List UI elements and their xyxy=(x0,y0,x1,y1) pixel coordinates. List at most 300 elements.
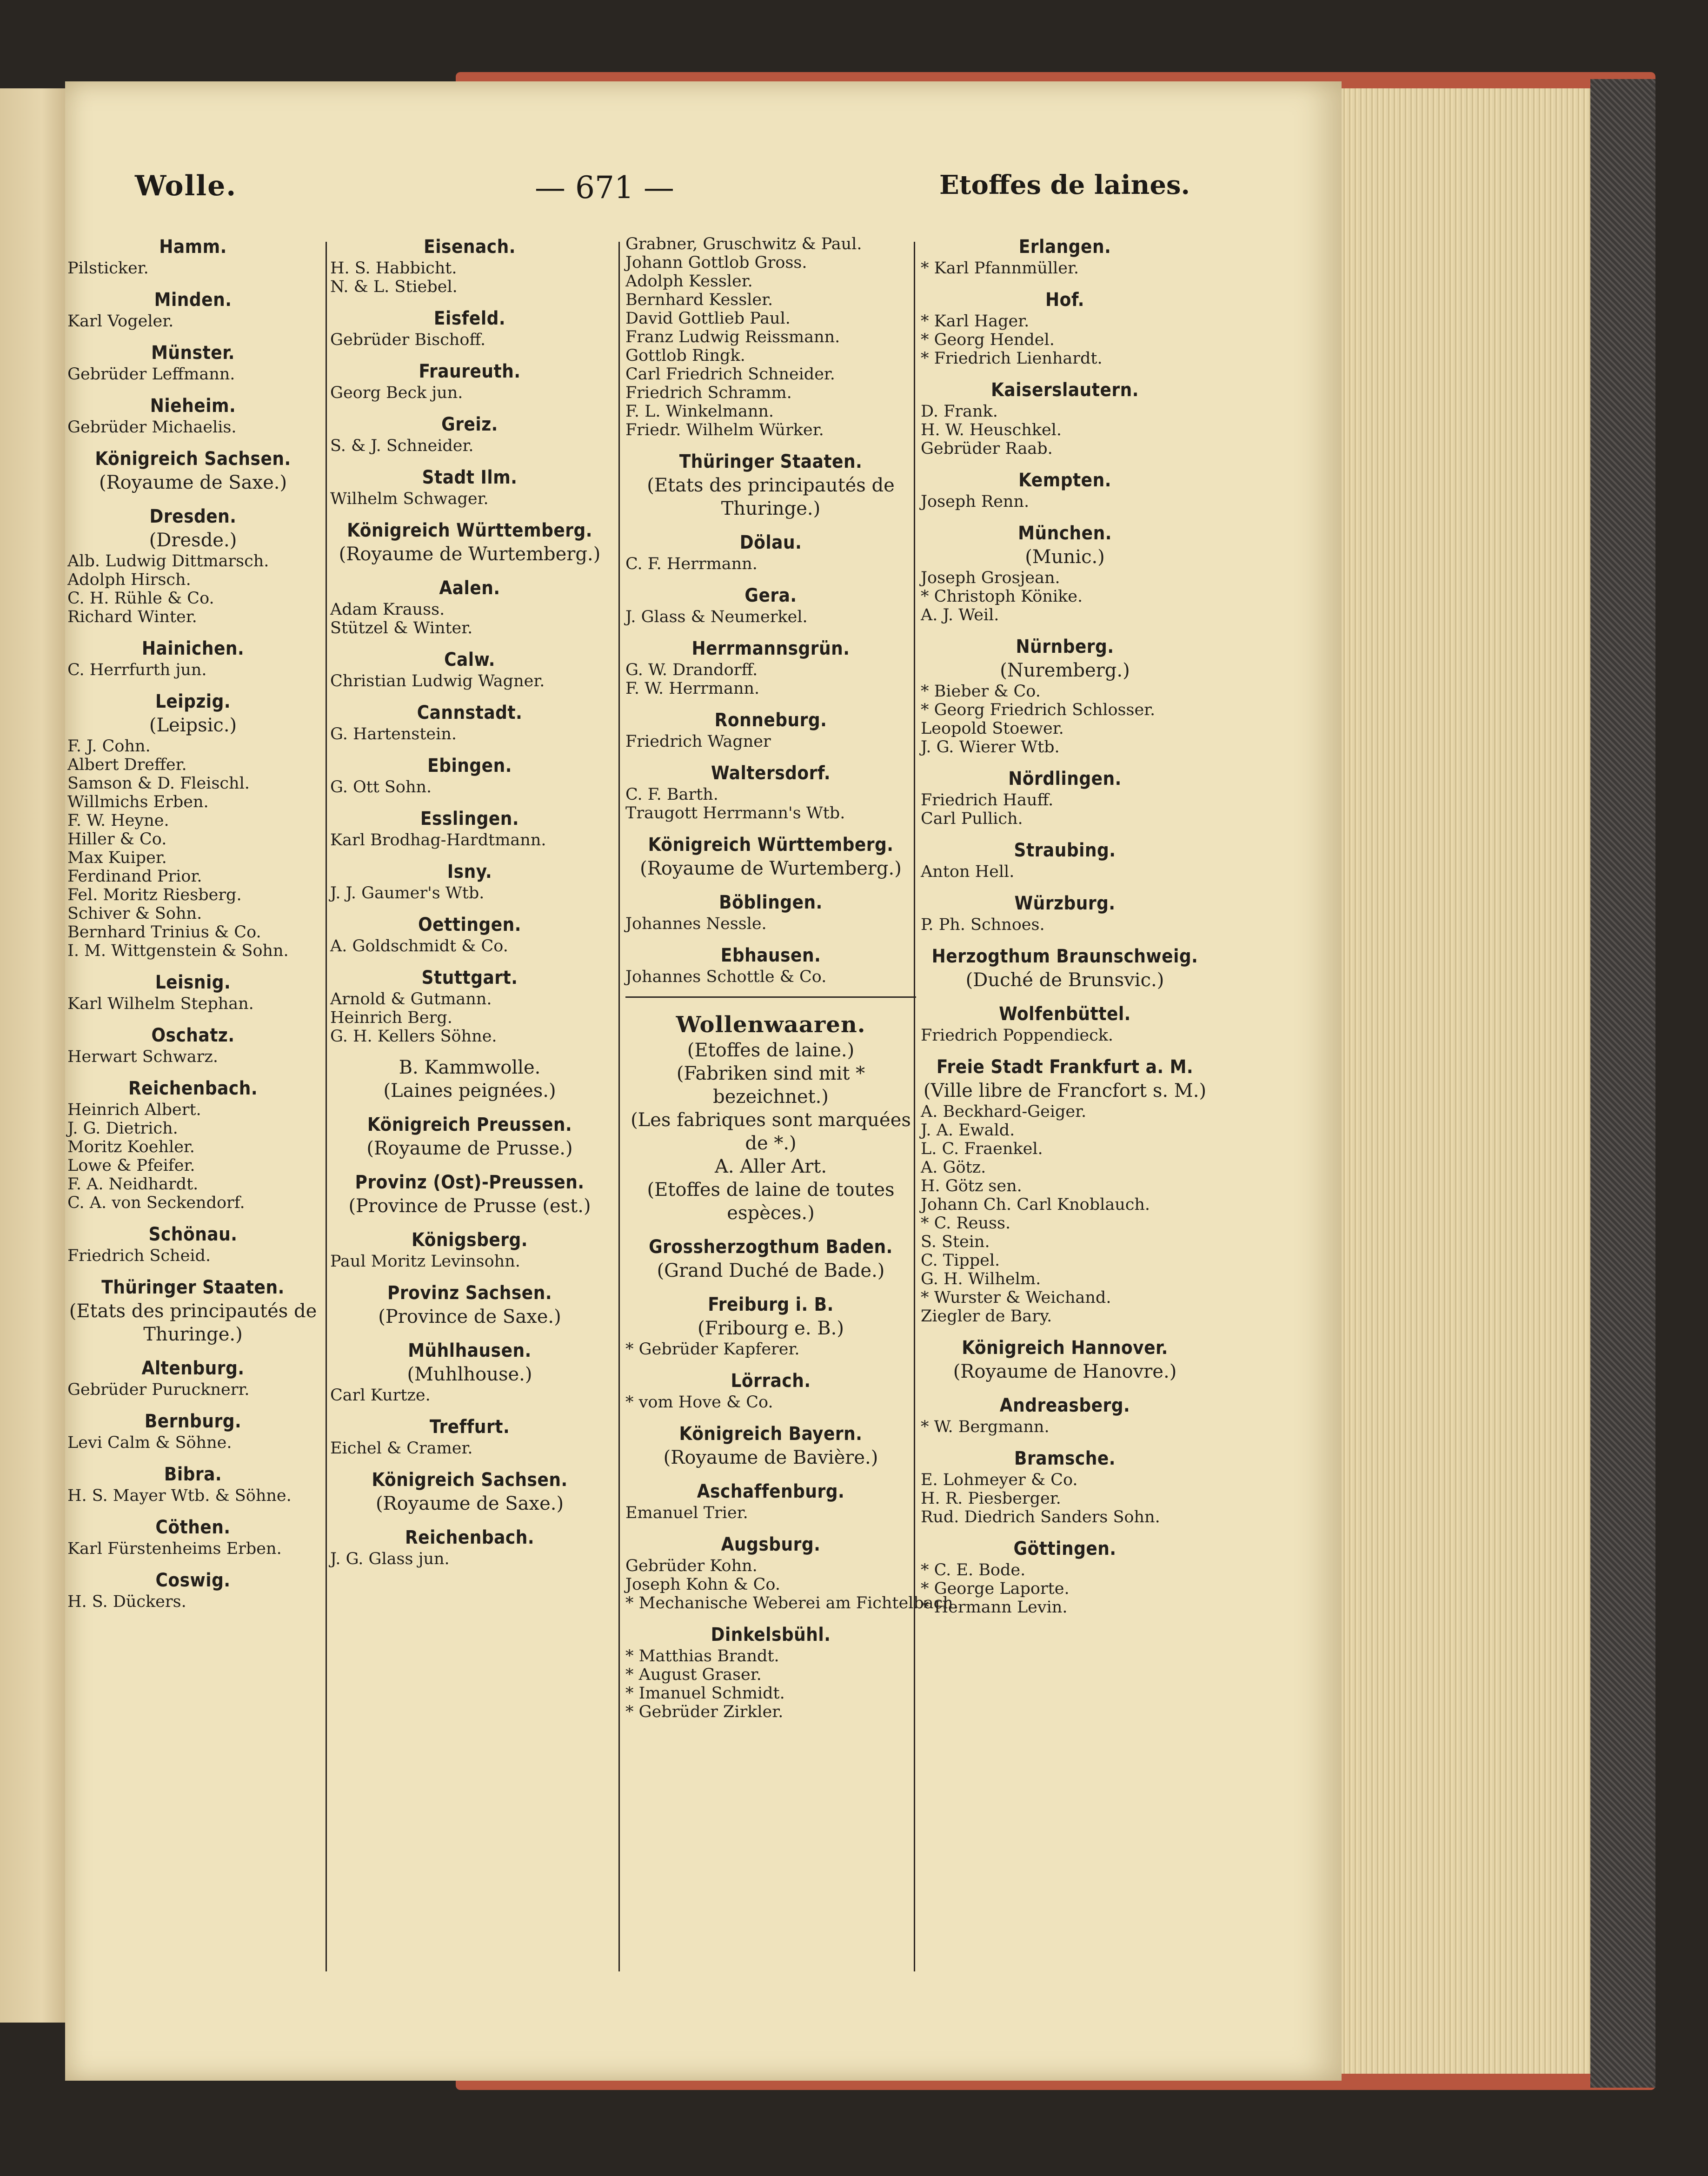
city-block xyxy=(921,288,1209,368)
subheading: (Province de Saxe.) xyxy=(378,1306,561,1327)
firm-entry: Gebrüder Michaelis. xyxy=(67,418,237,437)
firm-entry: A. Goldschmidt & Co. xyxy=(330,937,508,955)
city-heading: Würzburg. xyxy=(1014,893,1116,914)
firm-entry: Rud. Diedrich Sanders Sohn. xyxy=(921,1508,1160,1526)
firm-entry: I. M. Wittgenstein & Sohn. xyxy=(67,942,289,960)
city-heading: Münster. xyxy=(151,342,235,364)
firm-entry: * Karl Hager. xyxy=(921,312,1030,331)
firm-entry: Traugott Herrmann's Wtb. xyxy=(625,804,845,823)
firm-entry: Johannes Schottle & Co. xyxy=(625,968,827,986)
city-block xyxy=(330,648,609,690)
firm-entry: * Georg Hendel. xyxy=(921,331,1055,349)
city-block xyxy=(625,1293,916,1359)
city-heading: Königsberg. xyxy=(412,1229,528,1251)
firm-entry: Friedrich Scheid. xyxy=(67,1247,211,1265)
firm-entry: Heinrich Berg. xyxy=(330,1008,452,1027)
firm-entry: D. Frank. xyxy=(921,402,998,421)
city-heading: Cöthen. xyxy=(155,1517,231,1538)
firm-entry: C. Herrfurth jun. xyxy=(67,661,207,679)
city-heading: Hainichen. xyxy=(141,638,245,659)
city-heading: Provinz (Ost)-Preussen. xyxy=(355,1172,585,1193)
firm-entry: L. C. Fraenkel. xyxy=(921,1140,1043,1158)
column-rule xyxy=(326,242,327,1971)
book-spine-edge xyxy=(1590,79,1655,2088)
firm-entry: Hiller & Co. xyxy=(67,830,167,849)
city-block xyxy=(921,1336,1209,1383)
city-heading: Königreich Sachsen. xyxy=(95,448,291,470)
firm-entry: Friedrich Poppendieck. xyxy=(921,1026,1114,1045)
city-heading: Königreich Preussen. xyxy=(367,1114,572,1135)
city-block xyxy=(330,913,609,955)
firm-entry: Anton Hell. xyxy=(921,862,1015,881)
city-block xyxy=(625,1532,958,1612)
column-4 xyxy=(921,235,1209,1983)
city-heading: Greiz. xyxy=(441,414,498,435)
firm-entry: * W. Bergmann. xyxy=(921,1418,1050,1436)
subheading: (Nuremberg.) xyxy=(1000,660,1130,681)
firm-entry: Johannes Nessle. xyxy=(625,915,767,933)
city-block xyxy=(67,288,319,331)
firm-entry: J. J. Gaumer's Wtb. xyxy=(330,884,485,902)
city-heading: Dölau. xyxy=(739,532,802,553)
city-block xyxy=(921,468,1209,511)
subheading: (Muhlhouse.) xyxy=(407,1364,532,1385)
city-block xyxy=(330,1415,609,1458)
city-heading: Eisenach. xyxy=(424,236,516,258)
firm-entry: * C. Reuss. xyxy=(921,1214,1011,1233)
city-block xyxy=(921,1446,1209,1526)
city-heading: Waltersdorf. xyxy=(711,763,831,784)
city-block xyxy=(67,341,319,384)
city-block xyxy=(921,521,1209,624)
city-heading: Altenburg. xyxy=(141,1358,245,1379)
city-heading: Nieheim. xyxy=(150,395,236,417)
city-block xyxy=(330,518,609,566)
city-block xyxy=(625,1422,916,1469)
firm-entry: Gebrüder Bischoff. xyxy=(330,331,486,349)
city-block xyxy=(67,637,319,679)
city-heading: Königreich Württemberg. xyxy=(648,834,894,856)
firm-entry: * Bieber & Co. xyxy=(921,682,1041,701)
city-heading: Nürnberg. xyxy=(1016,636,1114,657)
city-block xyxy=(330,1170,609,1218)
city-heading: Fraureuth. xyxy=(419,361,521,382)
city-heading: Kaiserslautern. xyxy=(991,379,1139,401)
city-heading: Bramsche. xyxy=(1014,1448,1116,1469)
city-block xyxy=(921,1055,1209,1326)
section-rule xyxy=(625,996,916,998)
subheading: (Royaume de Bavière.) xyxy=(663,1447,878,1468)
city-heading: Königreich Sachsen. xyxy=(372,1469,568,1491)
firm-entry: Willmichs Erben. xyxy=(67,793,209,811)
city-block xyxy=(330,465,609,508)
city-heading: Wolfenbüttel. xyxy=(999,1003,1131,1025)
city-block xyxy=(67,235,319,278)
city-heading: Dresden. xyxy=(149,506,237,527)
firm-entry: Samson & D. Fleischl. xyxy=(67,774,250,793)
firm-entry: J. A. Ewald. xyxy=(921,1121,1015,1140)
firm-entry: * Christoph Könike. xyxy=(921,587,1083,606)
firm-entry: F. W. Herrmann. xyxy=(625,679,760,698)
city-heading: Aalen. xyxy=(439,577,500,599)
firm-entry: Johann Gottlob Gross. xyxy=(625,253,807,272)
firm-entry: Georg Beck jun. xyxy=(330,384,463,402)
section-title: Wollenwaaren. xyxy=(676,1012,866,1038)
firm-entry: C. Tippel. xyxy=(921,1251,1000,1270)
city-heading: Königreich Württemberg. xyxy=(347,520,592,541)
firm-entry: H. S. Habbicht. xyxy=(330,259,457,278)
firm-entry: * Matthias Brandt. xyxy=(625,1647,779,1665)
city-heading: Königreich Bayern. xyxy=(679,1423,863,1445)
city-block xyxy=(330,860,609,902)
firm-entry: A. Götz. xyxy=(921,1158,986,1177)
city-block xyxy=(625,708,916,751)
firm-entry: Max Kuiper. xyxy=(67,849,167,867)
subheading: (Leipsic.) xyxy=(149,715,237,736)
city-heading: Augsburg. xyxy=(721,1534,821,1555)
firm-entry: H. S. Dückers. xyxy=(67,1592,186,1611)
firm-entry: * Wurster & Weichand. xyxy=(921,1288,1111,1307)
city-block xyxy=(67,504,319,626)
firm-entry: Joseph Grosjean. xyxy=(921,569,1060,587)
firm-entry: * August Graser. xyxy=(625,1665,762,1684)
subheading: (Les fabriques sont marquées de *.) xyxy=(631,1109,911,1154)
city-block xyxy=(67,1409,319,1452)
firm-entry: Friedrich Schramm. xyxy=(625,384,792,402)
firm-entry: Gebrüder Leffmann. xyxy=(67,365,235,384)
firm-entry: * Mechanische Weberei am Fichtelbach. xyxy=(625,1594,958,1612)
firm-entry: J. Glass & Neumerkel. xyxy=(625,608,808,626)
subheading: (Etoffes de laine.) xyxy=(687,1040,855,1061)
city-heading: Gera. xyxy=(744,585,797,606)
city-block xyxy=(330,412,609,455)
firm-entry: Adolph Kessler. xyxy=(625,272,753,291)
city-heading: Schönau. xyxy=(148,1224,238,1245)
firm-entry: Karl Fürstenheims Erben. xyxy=(67,1539,282,1558)
firm-entry: Gottlob Ringk. xyxy=(625,346,745,365)
subheading: (Ville libre de Francfort s. M.) xyxy=(923,1080,1207,1101)
city-heading: Ebingen. xyxy=(427,755,512,776)
firm-entry: Franz Ludwig Reissmann. xyxy=(625,328,840,346)
city-heading: Stadt Ilm. xyxy=(422,467,518,488)
city-heading: Grossherzogthum Baden. xyxy=(649,1236,893,1258)
subheading: (Grand Duché de Bade.) xyxy=(657,1260,885,1281)
city-block xyxy=(330,807,609,849)
firm-entry: Bernhard Kessler. xyxy=(625,291,773,309)
city-block xyxy=(921,838,1209,881)
firm-entry: H. Götz sen. xyxy=(921,1177,1022,1195)
city-heading: Erlangen. xyxy=(1018,236,1111,258)
firm-entry: F. A. Neidhardt. xyxy=(67,1175,199,1194)
city-block xyxy=(625,996,916,1225)
city-heading: Ebhausen. xyxy=(720,945,821,966)
subheading: (Duché de Brunsvic.) xyxy=(965,969,1164,991)
firm-entry: Alb. Ludwig Dittmarsch. xyxy=(67,552,269,571)
firm-entry: * C. E. Bode. xyxy=(921,1561,1026,1579)
header-left: Wolle. xyxy=(135,170,237,202)
city-heading: Cannstadt. xyxy=(417,702,523,723)
city-block xyxy=(330,235,609,296)
firm-entry: Paul Moritz Levinsohn. xyxy=(330,1252,520,1271)
firm-entry: Johann Ch. Carl Knoblauch. xyxy=(921,1195,1150,1214)
city-block xyxy=(625,450,916,520)
firm-entry: * Imanuel Schmidt. xyxy=(625,1684,785,1703)
city-block xyxy=(625,235,916,439)
city-block xyxy=(330,576,609,637)
firm-entry: P. Ph. Schnoes. xyxy=(921,916,1045,934)
subheading: (Fabriken sind mit * bezeichnet.) xyxy=(676,1063,865,1108)
firm-entry: Fel. Moritz Riesberg. xyxy=(67,886,242,904)
city-heading: Nördlingen. xyxy=(1008,768,1122,789)
subheading: A. Aller Art. xyxy=(714,1156,827,1177)
city-heading: Esslingen. xyxy=(420,808,519,829)
city-block xyxy=(921,944,1209,992)
city-block xyxy=(625,833,916,880)
firm-entry: Levi Calm & Söhne. xyxy=(67,1433,232,1452)
firm-entry: G. W. Drandorff. xyxy=(625,661,758,679)
city-block xyxy=(921,378,1209,458)
firm-entry: G. H. Wilhelm. xyxy=(921,1270,1041,1288)
city-block xyxy=(330,1468,609,1515)
firm-entry: Carl Pullich. xyxy=(921,809,1023,828)
city-block xyxy=(67,394,319,437)
city-heading: Eisfeld. xyxy=(433,308,506,329)
city-heading: Treffurt. xyxy=(429,1416,510,1438)
firm-entry: Karl Brodhag-Hardtmann. xyxy=(330,831,546,849)
city-block xyxy=(625,943,916,986)
firm-entry: F. J. Cohn. xyxy=(67,737,151,756)
firm-entry: Grabner, Gruschwitz & Paul. xyxy=(625,235,862,253)
firm-entry: * Karl Pfannmüller. xyxy=(921,259,1079,278)
firm-entry: Wilhelm Schwager. xyxy=(330,490,489,508)
subheading: (Etoffes de laine de toutes espèces.) xyxy=(647,1179,895,1224)
city-block xyxy=(625,1369,916,1412)
city-block xyxy=(67,1076,319,1212)
firm-entry: * vom Hove & Co. xyxy=(625,1393,773,1412)
page-edges xyxy=(1330,88,1590,2074)
city-heading: Freie Stadt Frankfurt a. M. xyxy=(936,1056,1194,1078)
city-heading: Mühlhausen. xyxy=(408,1340,532,1361)
subheading: (Royaume de Saxe.) xyxy=(375,1493,564,1514)
city-block xyxy=(67,1568,319,1611)
firm-entry: Lowe & Pfeifer. xyxy=(67,1156,195,1175)
city-block xyxy=(67,1356,319,1399)
firm-entry: C. H. Rühle & Co. xyxy=(67,589,214,608)
city-block xyxy=(330,306,609,349)
city-heading: Bernburg. xyxy=(144,1411,242,1432)
city-block xyxy=(330,1339,609,1405)
city-heading: Dinkelsbühl. xyxy=(711,1624,831,1645)
city-heading: Coswig. xyxy=(155,1570,231,1591)
city-block xyxy=(330,1526,609,1568)
column-rule xyxy=(618,242,620,1971)
city-heading: Leisnig. xyxy=(155,972,231,993)
city-heading: Thüringer Staaten. xyxy=(679,451,863,472)
city-block xyxy=(330,1228,609,1271)
firm-entry: A. J. Weil. xyxy=(921,606,999,624)
firm-entry: Joseph Renn. xyxy=(921,492,1030,511)
firm-entry: Carl Friedrich Schneider. xyxy=(625,365,835,384)
city-heading: Oettingen. xyxy=(418,914,521,935)
city-heading: Stuttgart. xyxy=(421,967,518,988)
city-block xyxy=(67,1515,319,1558)
firm-entry: Bernhard Trinius & Co. xyxy=(67,923,261,942)
firm-entry: C. A. von Seckendorf. xyxy=(67,1194,245,1212)
page-number: — 671 — xyxy=(535,170,674,206)
city-block xyxy=(921,1393,1209,1436)
subheading: (Royaume de Wurtemberg.) xyxy=(640,858,902,879)
firm-entry: S. & J. Schneider. xyxy=(330,437,474,455)
firm-entry: * George Laporte. xyxy=(921,1579,1070,1598)
city-block xyxy=(921,891,1209,934)
city-heading: Thüringer Staaten. xyxy=(101,1277,285,1298)
city-heading: Oschatz. xyxy=(151,1025,235,1046)
city-heading: Reichenbach. xyxy=(405,1527,535,1548)
firm-entry: Gebrüder Purucknerr. xyxy=(67,1380,250,1399)
firm-entry: H. W. Heuschkel. xyxy=(921,421,1062,439)
city-heading: Andreasberg. xyxy=(999,1395,1130,1416)
firm-entry: G. Hartenstein. xyxy=(330,725,457,743)
firm-entry: Joseph Kohn & Co. xyxy=(625,1575,780,1594)
firm-entry: Eichel & Cramer. xyxy=(330,1439,473,1458)
subheading: (Etats des principautés de Thuringe.) xyxy=(647,475,895,519)
city-block xyxy=(67,1023,319,1066)
firm-entry: C. F. Barth. xyxy=(625,785,718,804)
city-block xyxy=(67,1462,319,1505)
city-block xyxy=(921,1002,1209,1045)
firm-entry: David Gottlieb Paul. xyxy=(625,309,791,328)
firm-entry: * Georg Friedrich Schlosser. xyxy=(921,701,1156,719)
city-block xyxy=(625,890,916,933)
city-block xyxy=(67,1222,319,1265)
subheading: (Fribourg e. B.) xyxy=(698,1318,844,1339)
firm-entry: Karl Vogeler. xyxy=(67,312,174,331)
city-heading: Herrmannsgrün. xyxy=(691,638,850,659)
city-block xyxy=(921,235,1209,278)
firm-entry: Karl Wilhelm Stephan. xyxy=(67,995,254,1013)
firm-entry: Gebrüder Raab. xyxy=(921,439,1053,458)
firm-entry: Ferdinand Prior. xyxy=(67,867,202,886)
city-heading: Bibra. xyxy=(164,1464,222,1485)
firm-entry: J. G. Wierer Wtb. xyxy=(921,738,1060,756)
firm-entry: Pilsticker. xyxy=(67,259,149,278)
firm-entry: Stützel & Winter. xyxy=(330,619,473,637)
city-block xyxy=(921,635,1209,756)
firm-entry: Friedr. Wilhelm Würker. xyxy=(625,421,824,439)
city-heading: Calw. xyxy=(444,649,495,670)
city-block xyxy=(330,1113,609,1160)
firm-entry: C. F. Herrmann. xyxy=(625,555,758,573)
subheading: (Royaume de Prusse.) xyxy=(366,1138,573,1159)
firm-entry: Gebrüder Kohn. xyxy=(625,1557,758,1575)
city-block xyxy=(330,701,609,743)
firm-entry: Ziegler de Bary. xyxy=(921,1307,1052,1326)
city-heading: Hof. xyxy=(1045,289,1084,311)
firm-entry: Richard Winter. xyxy=(67,608,197,626)
firm-entry: Emanuel Trier. xyxy=(625,1504,748,1522)
firm-entry: G. Ott Sohn. xyxy=(330,778,432,796)
city-heading: Straubing. xyxy=(1014,840,1116,861)
city-heading: Aschaffenburg. xyxy=(697,1481,845,1502)
city-block xyxy=(330,359,609,402)
city-block xyxy=(625,584,916,626)
firm-entry: A. Beckhard-Geiger. xyxy=(921,1102,1087,1121)
city-heading: Minden. xyxy=(154,289,232,311)
firm-entry: E. Lohmeyer & Co. xyxy=(921,1471,1078,1489)
city-block xyxy=(330,754,609,796)
city-heading: Göttingen. xyxy=(1013,1538,1117,1559)
city-block xyxy=(330,1281,609,1328)
firm-entry: F. L. Winkelmann. xyxy=(625,402,774,421)
firm-entry: Friedrich Wagner xyxy=(625,732,771,751)
firm-entry: Leopold Stoewer. xyxy=(921,719,1064,738)
firm-entry: N. & L. Stiebel. xyxy=(330,278,458,296)
firm-entry: Moritz Koehler. xyxy=(67,1138,195,1156)
city-block xyxy=(625,1235,916,1282)
city-block xyxy=(921,767,1209,828)
city-block xyxy=(625,1479,916,1522)
city-heading: Böblingen. xyxy=(719,892,823,913)
facing-page-strip xyxy=(0,88,70,2023)
city-block xyxy=(67,1275,319,1346)
subheading: (Royaume de Hanovre.) xyxy=(953,1361,1177,1382)
firm-entry: Christian Ludwig Wagner. xyxy=(330,672,545,690)
city-heading: Königreich Hannover. xyxy=(962,1337,1168,1359)
firm-entry: Albert Dreffer. xyxy=(67,756,187,774)
city-block xyxy=(625,531,916,573)
firm-entry: Schiver & Sohn. xyxy=(67,904,202,923)
city-heading: Reichenbach. xyxy=(128,1078,258,1099)
city-heading: Leipzig. xyxy=(155,691,231,712)
city-block xyxy=(67,447,319,494)
firm-entry: G. H. Kellers Söhne. xyxy=(330,1027,497,1046)
firm-entry: Adolph Hirsch. xyxy=(67,571,191,589)
column-1 xyxy=(67,235,319,1983)
city-block xyxy=(330,966,609,1046)
city-heading: Provinz Sachsen. xyxy=(387,1282,552,1304)
firm-entry: Carl Kurtze. xyxy=(330,1386,431,1405)
subheading: (Laines peignées.) xyxy=(383,1080,556,1101)
city-heading: Ronneburg. xyxy=(714,710,827,731)
firm-entry: * Gebrüder Zirkler. xyxy=(625,1703,784,1721)
city-heading: Lörrach. xyxy=(731,1370,811,1392)
firm-entry: H. S. Mayer Wtb. & Söhne. xyxy=(67,1486,292,1505)
firm-entry: * Gebrüder Kapferer. xyxy=(625,1340,800,1359)
subheading: (Royaume de Saxe.) xyxy=(99,472,287,493)
city-heading: Isny. xyxy=(447,861,492,882)
city-block xyxy=(67,970,319,1013)
firm-entry: F. W. Heyne. xyxy=(67,811,169,830)
subheading: (Royaume de Wurtemberg.) xyxy=(339,544,601,565)
firm-entry: Arnold & Gutmann. xyxy=(330,990,492,1008)
firm-entry: H. R. Piesberger. xyxy=(921,1489,1061,1508)
firm-entry: Adam Krauss. xyxy=(330,600,445,619)
city-heading: Hamm. xyxy=(159,236,227,258)
city-heading: Freiburg i. B. xyxy=(708,1294,834,1315)
city-block xyxy=(625,761,916,823)
city-heading: Kempten. xyxy=(1018,470,1111,491)
firm-entry: J. G. Glass jun. xyxy=(330,1550,450,1568)
firm-entry: Heinrich Albert. xyxy=(67,1101,201,1119)
city-block xyxy=(625,1623,916,1721)
firm-entry: * Hermann Levin. xyxy=(921,1598,1068,1617)
city-block xyxy=(625,637,916,698)
city-block xyxy=(330,1056,609,1102)
firm-entry: Herwart Schwarz. xyxy=(67,1048,218,1066)
firm-entry: S. Stein. xyxy=(921,1233,990,1251)
city-block xyxy=(921,1537,1209,1617)
firm-entry: Friedrich Hauff. xyxy=(921,791,1054,809)
